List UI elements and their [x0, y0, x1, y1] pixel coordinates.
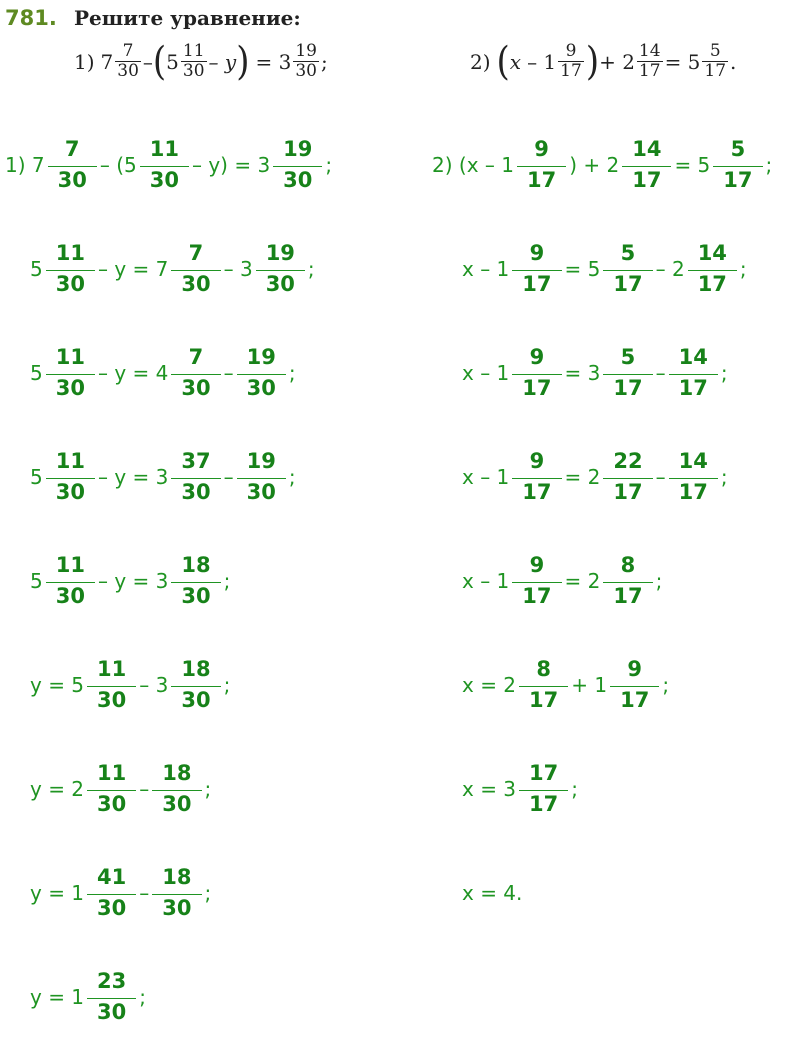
denominator: 17: [713, 166, 762, 195]
numerator: 11: [55, 448, 85, 473]
step-fraction: [713, 136, 762, 195]
numerator: 8: [536, 656, 551, 681]
numerator: 11: [55, 552, 85, 577]
denominator: 30: [237, 374, 286, 403]
numerator: 17: [529, 760, 559, 785]
right-solution-step: [462, 749, 578, 829]
step-text: –: [139, 881, 150, 905]
numerator: 11: [55, 344, 85, 369]
step-fraction: [512, 448, 561, 507]
step-fraction: [512, 344, 561, 403]
eq2-fraction-1: $\frac{9}{17}$: [560, 41, 582, 81]
step-text: 5: [30, 569, 43, 593]
left-solution-step: [30, 853, 211, 933]
step-text: ;: [325, 153, 333, 177]
numerator: 19: [246, 448, 276, 473]
numerator: 19: [265, 240, 295, 265]
step-text: = 5: [564, 257, 601, 281]
step-text: = 2: [564, 569, 601, 593]
step-fraction: [152, 864, 201, 923]
step-text: y = 2: [30, 777, 85, 801]
left-solution-step: [30, 333, 296, 413]
numerator: 22: [613, 448, 643, 473]
step-text: + 1: [571, 673, 608, 697]
left-solution-step: [30, 645, 230, 725]
numerator: 14: [678, 448, 708, 473]
step-text: ;: [223, 569, 231, 593]
step-text: = 3: [564, 361, 601, 385]
denominator: 30: [46, 374, 95, 403]
numerator: 19: [283, 136, 313, 161]
step-fraction: [46, 448, 95, 507]
denominator: 17: [622, 166, 671, 195]
denominator: 30: [48, 166, 97, 195]
step-text: ;: [307, 257, 315, 281]
step-text: y = 5: [30, 673, 85, 697]
numerator: 18: [181, 656, 211, 681]
eq1-label: 1): [74, 49, 95, 74]
right-solution-step: [462, 645, 669, 725]
denominator: 30: [237, 478, 286, 507]
task-header: [0, 0, 800, 95]
numerator: 19: [246, 344, 276, 369]
left-solution-step: [30, 437, 296, 517]
step-text: ;: [571, 777, 579, 801]
numerator: 11: [149, 136, 179, 161]
denominator: 17: [512, 478, 561, 507]
denominator: 17: [512, 270, 561, 299]
step-fraction: [603, 448, 652, 507]
step-fraction: [519, 656, 568, 715]
denominator: 17: [603, 374, 652, 403]
step-fraction: [688, 240, 737, 299]
step-text: –: [655, 465, 666, 489]
left-solution-step: [30, 541, 230, 621]
numerator: 23: [97, 968, 127, 993]
numerator: 7: [188, 240, 204, 265]
step-fraction: [669, 448, 718, 507]
step-text: ;: [720, 361, 728, 385]
step-text: 5: [30, 361, 43, 385]
numerator: 8: [620, 552, 636, 577]
step-text: x – 1: [462, 257, 510, 281]
step-fraction: [46, 240, 95, 299]
denominator: 30: [171, 582, 220, 611]
step-text: x = 3: [462, 777, 517, 801]
numerator: 9: [529, 240, 545, 265]
denominator: 30: [87, 998, 136, 1027]
task-title: Решите уравнение:: [74, 6, 301, 30]
eq1-whole-2: 5: [166, 49, 179, 74]
step-fraction: [603, 552, 652, 611]
right-solution-step: [462, 333, 728, 413]
numerator: 18: [162, 760, 192, 785]
numerator: 14: [697, 240, 727, 265]
denominator: 17: [603, 270, 652, 299]
numerator: 14: [678, 344, 708, 369]
denominator: 30: [46, 270, 95, 299]
eq1-fraction-2: $\frac{11}{30}$: [182, 41, 205, 81]
numerator: 18: [162, 864, 192, 889]
step-text: – 3: [139, 673, 169, 697]
denominator: 30: [171, 374, 220, 403]
eq2-fraction-2: $\frac{14}{17}$: [638, 41, 661, 81]
numerator: 5: [620, 240, 636, 265]
step-fraction: [171, 552, 220, 611]
step-text: – y) = 3: [191, 153, 271, 177]
step-text: – y = 7: [97, 257, 169, 281]
step-text: y = 1: [30, 985, 85, 1009]
eq1-fraction-3: $\frac{19}{30}$: [295, 41, 317, 81]
numerator: 11: [97, 760, 127, 785]
step-text: ;: [288, 361, 296, 385]
denominator: 17: [512, 374, 561, 403]
denominator: 17: [603, 478, 652, 507]
denominator: 30: [171, 686, 220, 715]
left-solution-step: [30, 229, 315, 309]
step-fraction: [152, 760, 201, 819]
step-fraction: [603, 240, 652, 299]
step-text: 5: [30, 465, 43, 489]
eq1-fraction-1: $\frac{7}{30}$: [117, 41, 139, 81]
step-fraction: [622, 136, 671, 195]
step-text: ;: [655, 569, 663, 593]
step-fraction: [517, 136, 566, 195]
step-fraction: [87, 656, 136, 715]
step-fraction: [610, 656, 659, 715]
step-fraction: [171, 448, 220, 507]
eq2-fraction-3: $\frac{5}{17}$: [704, 41, 727, 81]
step-text: x – 1: [462, 465, 510, 489]
step-fraction: [171, 656, 220, 715]
step-fraction: [273, 136, 322, 195]
step-text: x – 1: [462, 569, 510, 593]
right-solution-step: [462, 853, 522, 933]
task-number: 781.: [5, 6, 57, 30]
step-text: = 5: [674, 153, 711, 177]
step-text: ;: [204, 881, 212, 905]
numerator: 9: [529, 344, 545, 369]
step-text: 1) 7: [5, 153, 45, 177]
right-solution-step: [432, 125, 772, 205]
denominator: 30: [87, 790, 136, 819]
left-solution-step: [5, 125, 332, 205]
step-text: ;: [720, 465, 728, 489]
step-text: 2) (x – 1: [432, 153, 514, 177]
step-fraction: [519, 760, 568, 819]
step-text: –: [139, 777, 150, 801]
denominator: 30: [256, 270, 305, 299]
step-text: ;: [662, 673, 670, 697]
step-text: – y = 3: [97, 569, 169, 593]
denominator: 17: [688, 270, 737, 299]
step-fraction: [237, 448, 286, 507]
step-text: ;: [223, 673, 231, 697]
denominator: 17: [519, 790, 568, 819]
step-fraction: [87, 864, 136, 923]
step-fraction: [87, 760, 136, 819]
condition-equation-2: 2) ( x – 1 $\frac{9}{17}$ ) + 2 $\frac{14}{17}$ = 5 $\frac{5}{17}$ .: [470, 38, 737, 85]
step-fraction: [171, 240, 220, 299]
step-text: x = 2: [462, 673, 517, 697]
step-text: y = 1: [30, 881, 85, 905]
denominator: 30: [171, 270, 220, 299]
step-text: – 3: [223, 257, 253, 281]
numerator: 41: [97, 864, 127, 889]
eq1-whole-1: 7: [100, 49, 114, 74]
step-text: ;: [139, 985, 147, 1009]
numerator: 18: [181, 552, 211, 577]
denominator: 30: [152, 894, 201, 923]
numerator: 5: [730, 136, 746, 161]
numerator: 9: [534, 136, 549, 161]
step-text: ;: [288, 465, 296, 489]
numerator: 9: [529, 448, 545, 473]
denominator: 17: [519, 686, 568, 715]
denominator: 17: [669, 374, 718, 403]
step-text: –: [223, 361, 234, 385]
numerator: 7: [64, 136, 80, 161]
right-solution-step: [462, 437, 728, 517]
denominator: 17: [603, 582, 652, 611]
step-text: x – 1: [462, 361, 510, 385]
denominator: 30: [46, 582, 95, 611]
step-fraction: [87, 968, 136, 1027]
step-fraction: [256, 240, 305, 299]
step-text: 5: [30, 257, 43, 281]
step-text: –: [223, 465, 234, 489]
step-text: ;: [204, 777, 212, 801]
step-fraction: [237, 344, 286, 403]
numerator: 14: [632, 136, 662, 161]
denominator: 30: [140, 166, 189, 195]
step-text: = 2: [564, 465, 601, 489]
numerator: 9: [529, 552, 545, 577]
step-fraction: [603, 344, 652, 403]
step-text: ) + 2: [569, 153, 620, 177]
left-solution-step: [30, 749, 211, 829]
step-fraction: [512, 552, 561, 611]
step-fraction: [46, 552, 95, 611]
numerator: 5: [620, 344, 636, 369]
denominator: 30: [87, 894, 136, 923]
denominator: 17: [517, 166, 566, 195]
right-solution-step: [462, 229, 747, 309]
step-text: –: [655, 361, 666, 385]
step-text: – y = 4: [97, 361, 169, 385]
step-fraction: [669, 344, 718, 403]
step-fraction: [512, 240, 561, 299]
step-text: – (5: [99, 153, 137, 177]
numerator: 37: [181, 448, 211, 473]
denominator: 30: [46, 478, 95, 507]
step-text: – y = 3: [97, 465, 169, 489]
denominator: 17: [610, 686, 659, 715]
denominator: 30: [273, 166, 322, 195]
numerator: 11: [97, 656, 127, 681]
eq2-label: 2): [470, 49, 491, 74]
denominator: 30: [171, 478, 220, 507]
left-solution-step: [30, 957, 146, 1037]
step-fraction: [46, 344, 95, 403]
step-text: x = 4.: [462, 881, 523, 905]
step-fraction: [140, 136, 189, 195]
numerator: 11: [55, 240, 85, 265]
numerator: 9: [627, 656, 643, 681]
condition-equation-1: 1) 7 $\frac{7}{30}$ – ( 5 $\frac{11}{30}$ – y ) = 3 $\frac{19}{30}$ ;: [74, 38, 328, 85]
denominator: 17: [669, 478, 718, 507]
denominator: 30: [152, 790, 201, 819]
step-text: ;: [739, 257, 747, 281]
right-solution-step: [462, 541, 662, 621]
step-fraction: [48, 136, 97, 195]
denominator: 17: [512, 582, 561, 611]
step-text: ;: [765, 153, 773, 177]
numerator: 7: [188, 344, 204, 369]
step-fraction: [171, 344, 220, 403]
step-text: – 2: [655, 257, 685, 281]
denominator: 30: [87, 686, 136, 715]
